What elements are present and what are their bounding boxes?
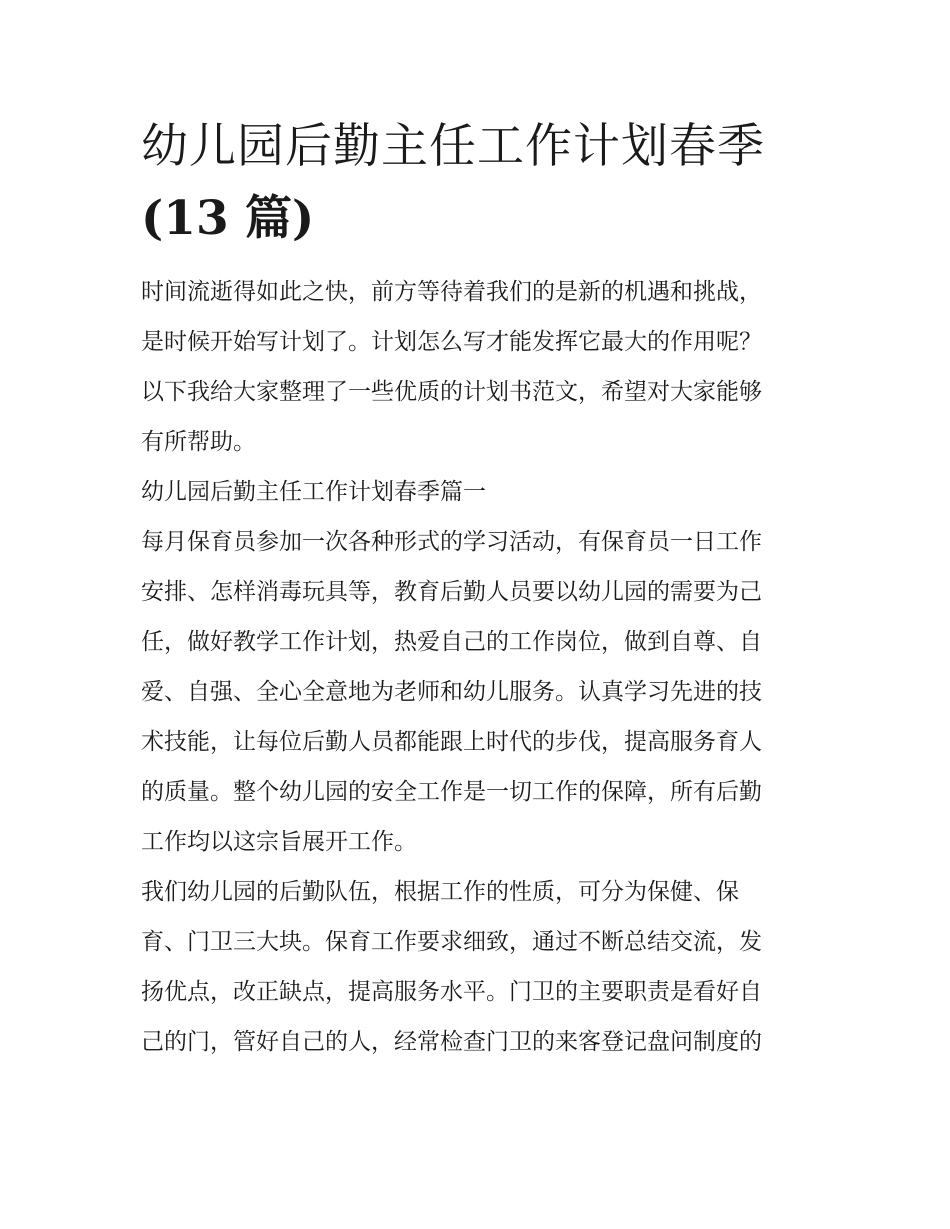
body-line: 时间流逝得如此之快，前方等待着我们的是新的机遇和挑战， (141, 279, 762, 305)
section-heading: 幼儿园后勤主任工作计划春季篇一 (141, 479, 486, 505)
body-line: 的质量。整个幼儿园的安全工作是一切工作的保障，所有后勤 (141, 779, 762, 805)
body-line: 育、门卫三大块。保育工作要求细致，通过不断总结交流，发 (141, 929, 762, 955)
body-line: 扬优点，改正缺点，提高服务水平。门卫的主要职责是看好自 (141, 979, 762, 1005)
body-line: 己的门，管好自己的人，经常检查门卫的来客登记盘问制度的 (141, 1029, 762, 1055)
body-line: 术技能，让每位后勤人员都能跟上时代的步伐，提高服务育人 (141, 729, 762, 755)
body-line: 有所帮助。 (141, 429, 256, 455)
document-title-count: (13 篇) (141, 191, 315, 246)
body-line: 是时候开始写计划了。计划怎么写才能发挥它最大的作用呢？ (141, 329, 762, 355)
body-line: 以下我给大家整理了一些优质的计划书范文，希望对大家能够 (141, 379, 762, 405)
document-title: 幼儿园后勤主任工作计划春季 (141, 119, 765, 174)
body-line: 每月保育员参加一次各种形式的学习活动，有保育员一日工作 (141, 529, 762, 555)
body-line: 安排、怎样消毒玩具等，教育后勤人员要以幼儿园的需要为己 (141, 579, 762, 605)
document-page (141, 116, 813, 1067)
body-line: 工作均以这宗旨展开工作。 (141, 829, 417, 855)
body-line: 爱、自强、全心全意地为老师和幼儿服务。认真学习先进的技 (141, 679, 762, 705)
document-body (141, 267, 813, 1067)
body-line: 任，做好教学工作计划，热爱自己的工作岗位，做到自尊、自 (141, 629, 762, 655)
body-line: 我们幼儿园的后勤队伍，根据工作的性质，可分为保健、保 (141, 879, 739, 905)
